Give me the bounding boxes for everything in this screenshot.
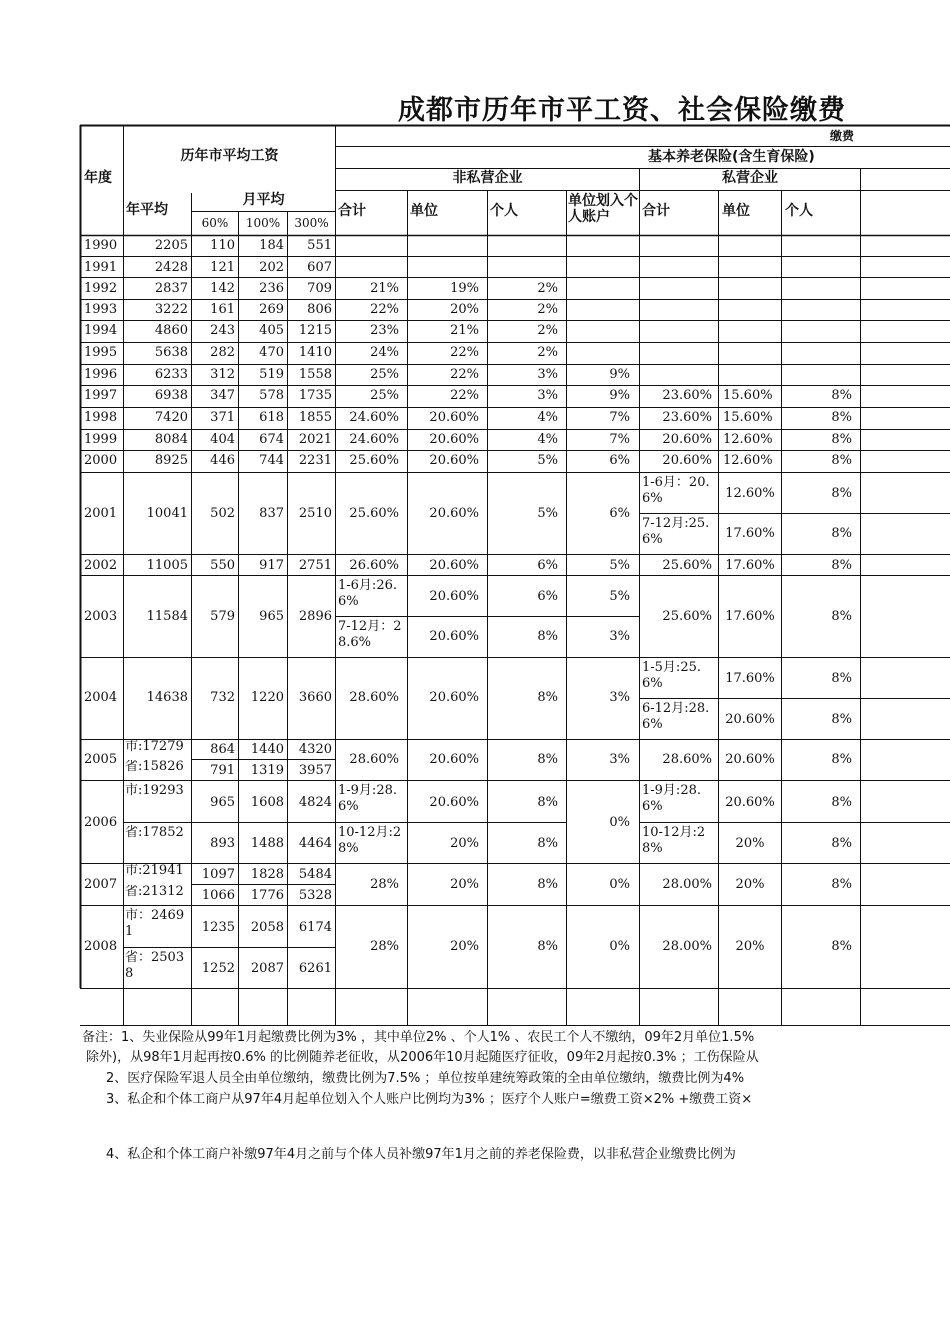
row-2000-year: 2000 [84,453,118,468]
row-1992-personal: 2% [537,281,558,296]
header-pension: 基本养老保险(含生育保险) [648,149,815,165]
row-1990-m100: 184 [259,238,284,253]
row-2007-year: 2007 [84,877,118,892]
row-2002-year: 2002 [84,558,118,573]
row-2006-m300-b: 4464 [298,836,332,851]
row-2003-unit-b: 20.60% [429,629,479,644]
row-1998-p-personal: 8% [831,410,852,425]
row-2004-p-total-b: 6-12月:28.6% [642,701,710,732]
row-1990-m60: 110 [210,238,235,253]
row-2007-m100-a: 1828 [250,867,284,882]
row-2007-p-personal: 8% [831,877,852,892]
row-2003-personal-a: 6% [537,589,558,604]
row-2005-personal: 8% [537,752,558,767]
row-1998-annual: 7420 [154,410,188,425]
row-2000-m100: 744 [259,453,284,468]
row-2003-acct-b: 3% [609,629,630,644]
row-2006-p-unit-a: 20.60% [725,795,775,810]
row-2006-year: 2006 [84,815,118,830]
row-1999-p-personal: 8% [831,432,852,447]
row-1997-unit: 22% [450,388,479,403]
header-fee-ratio: 缴费 [830,129,855,143]
row-1991-annual: 2428 [154,260,188,275]
row-2004-p-personal-a: 8% [831,671,852,686]
row-2008-p-unit: 20% [735,939,765,954]
row-1998-total: 24.60% [349,410,399,425]
row-1992-total: 21% [370,281,399,296]
row-2001-p-total-a: 1-6月：20.6% [642,475,710,506]
header-non-private: 非私营企业 [452,170,523,186]
row-2005-p-total: 28.60% [662,752,712,767]
row-1997-acct: 9% [609,388,630,403]
row-1997-year: 1997 [84,388,118,403]
row-2006-annual-city: 市:19293 [125,783,184,798]
header-private: 私营企业 [722,170,778,186]
row-2005-unit: 20.60% [429,752,479,767]
row-1995-m100: 470 [259,345,284,360]
row-2006-m300-a: 4824 [298,795,332,810]
row-2006-p-total-a: 1-9月:28.6% [642,783,701,814]
row-2006-p-personal-a: 8% [831,795,852,810]
row-2008-personal: 8% [537,939,558,954]
row-2005-m100-b: 1319 [250,763,284,778]
row-2003-annual: 11584 [146,609,188,624]
row-2006-annual-province: 省:17852 [125,825,184,840]
row-2001-m60: 502 [210,506,235,521]
row-1991-m100: 202 [259,260,284,275]
row-2007-m60-a: 1097 [201,867,235,882]
row-1993-m300: 806 [307,302,332,317]
row-1995-total: 24% [370,345,399,360]
row-2006-p-personal-b: 8% [831,836,852,851]
row-1999-p-unit: 12.60% [723,432,773,447]
row-1992-m300: 709 [307,281,332,296]
row-2005-total: 28.60% [349,752,399,767]
row-1996-m60: 312 [210,367,235,382]
page-title: 成都市历年市平工资、社会保险缴费 [398,95,846,126]
row-1993-year: 1993 [84,302,118,317]
row-2003-m100: 965 [259,609,284,624]
row-1999-total: 24.60% [349,432,399,447]
row-2005-p-unit: 20.60% [725,752,775,767]
row-1994-m100: 405 [259,323,284,338]
row-2000-personal: 5% [537,453,558,468]
row-2005-m300-a: 4320 [298,742,332,757]
row-1991-m60: 121 [210,260,235,275]
row-2006-acct: 0% [609,815,630,830]
row-2007-total: 28% [370,877,399,892]
row-2003-total-a: 1-6月:26.6% [338,578,397,609]
row-1994-year: 1994 [84,323,118,338]
row-2006-total-b: 10-12月:28% [338,825,402,856]
row-2000-p-unit: 12.60% [723,453,773,468]
header-p-unit: 单位 [722,203,750,219]
row-1999-p-total: 20.60% [662,432,712,447]
row-2008-m100-b: 2087 [250,961,284,976]
row-2002-total: 26.60% [349,558,399,573]
header-pct100: 100% [245,216,281,230]
row-2005-annual-province: 省:15826 [125,760,184,774]
note-line-3: 2、医疗保险军退人员全由单位缴纳，缴费比例为7.5% ；单位按单建统筹政策的全由单位缴纳，缴费比例为4% [106,1071,745,1086]
row-2002-m100: 917 [259,558,284,573]
row-2001-p-unit-a: 12.60% [725,486,775,501]
row-2007-p-unit: 20% [735,877,765,892]
header-personal: 个人 [490,203,518,219]
row-2008-acct: 0% [609,939,630,954]
row-2003-m300: 2896 [298,609,332,624]
row-1997-p-unit: 15.60% [723,388,773,403]
row-2002-acct: 5% [609,558,630,573]
row-1996-annual: 6233 [154,367,188,382]
row-2001-m100: 837 [259,506,284,521]
row-2006-total-a: 1-9月:28.6% [338,783,397,814]
row-2001-p-total-b: 7-12月:25.6% [642,516,710,547]
row-2008-m60-a: 1235 [201,920,235,935]
row-2006-m60-a: 965 [210,795,235,810]
note-line-2: 除外)，从98年1月起再按0.6% 的比例随养老征收，从2006年10月起随医疗征收，09年2月起按0.3% ；工伤保险从 [86,1050,759,1065]
row-1998-year: 1998 [84,410,118,425]
row-2004-total: 28.60% [349,690,399,705]
row-1995-unit: 22% [450,345,479,360]
row-1993-m60: 161 [210,302,235,317]
row-2003-m60: 579 [210,609,235,624]
row-1994-total: 23% [370,323,399,338]
row-1993-m100: 269 [259,302,284,317]
row-1994-m300: 1215 [298,323,332,338]
row-2004-acct: 3% [609,690,630,705]
row-1999-unit: 20.60% [429,432,479,447]
row-1998-m300: 1855 [298,410,332,425]
row-2002-unit: 20.60% [429,558,479,573]
row-1997-m300: 1735 [298,388,332,403]
row-2000-total: 25.60% [349,453,399,468]
row-2008-m100-a: 2058 [250,920,284,935]
row-2005-m60-b: 791 [210,763,235,778]
row-1998-acct: 7% [609,410,630,425]
row-2008-p-personal: 8% [831,939,852,954]
row-1998-m100: 618 [259,410,284,425]
row-2004-p-personal-b: 8% [831,712,852,727]
header-pct60: 60% [201,216,229,230]
row-1999-m100: 674 [259,432,284,447]
row-1998-unit: 20.60% [429,410,479,425]
row-1992-unit: 19% [450,281,479,296]
row-2003-p-unit: 17.60% [725,609,775,624]
row-1992-m100: 236 [259,281,284,296]
row-1990-annual: 2205 [154,238,188,253]
row-1999-annual: 8084 [154,432,188,447]
row-2000-acct: 6% [609,453,630,468]
row-2001-annual: 10041 [146,506,188,521]
row-1998-personal: 4% [537,410,558,425]
row-1997-p-personal: 8% [831,388,852,403]
row-2007-p-total: 28.00% [662,877,712,892]
row-2002-p-unit: 17.60% [725,558,775,573]
row-1996-year: 1996 [84,367,118,382]
row-2004-p-unit-a: 17.60% [725,671,775,686]
row-1998-m60: 371 [210,410,235,425]
row-2006-personal-a: 8% [537,795,558,810]
row-2001-m300: 2510 [298,506,332,521]
row-2006-p-total-b: 10-12月:28% [642,825,706,856]
row-2002-p-total: 25.60% [662,558,712,573]
row-2000-p-personal: 8% [831,453,852,468]
row-2005-p-personal: 8% [831,752,852,767]
row-1994-unit: 21% [450,323,479,338]
header-total: 合计 [338,203,366,219]
row-2003-total-b: 7-12月：28.6% [338,619,402,650]
note-line-1: 备注：1、失业保险从99年1月起缴费比例为3% ，其中单位2% 、个人1% 、农民工个人不缴纳，09年2月单位1.5% [82,1030,755,1045]
row-1998-p-total: 23.60% [662,410,712,425]
row-2000-m60: 446 [210,453,235,468]
header-avg-wage: 历年市平均工资 [180,148,279,164]
row-1993-total: 22% [370,302,399,317]
row-1991-year: 1991 [84,260,118,275]
row-1993-annual: 3222 [154,302,188,317]
row-2005-year: 2005 [84,752,118,767]
header-monthly-avg: 月平均 [242,192,285,208]
row-2003-p-total: 25.60% [662,609,712,624]
row-2003-year: 2003 [84,609,118,624]
row-1997-annual: 6938 [154,388,188,403]
row-1996-unit: 22% [450,367,479,382]
row-2003-p-personal: 8% [831,609,852,624]
header-p-personal: 个人 [785,203,813,219]
row-2006-unit-a: 20.60% [429,795,479,810]
row-2002-p-personal: 8% [831,558,852,573]
row-1995-annual: 5638 [154,345,188,360]
row-2004-personal: 8% [537,690,558,705]
row-2002-m300: 2751 [298,558,332,573]
row-2004-m300: 3660 [298,690,332,705]
row-1997-personal: 3% [537,388,558,403]
row-2006-unit-b: 20% [450,836,479,851]
row-2001-unit: 20.60% [429,506,479,521]
row-2007-m300-b: 5328 [298,888,332,903]
row-2007-m60-b: 1066 [201,888,235,903]
header-unit: 单位 [410,203,438,219]
row-1998-p-unit: 15.60% [723,410,773,425]
row-1990-year: 1990 [84,238,118,253]
row-1990-m300: 551 [307,238,332,253]
row-2006-m60-b: 893 [210,836,235,851]
header-p-total: 合计 [642,203,670,219]
row-2001-acct: 6% [609,506,630,521]
row-2003-unit-a: 20.60% [429,589,479,604]
row-2004-m100: 1220 [250,690,284,705]
row-1992-year: 1992 [84,281,118,296]
row-1995-year: 1995 [84,345,118,360]
row-2002-annual: 11005 [146,558,188,573]
row-2001-personal: 5% [537,506,558,521]
row-1999-acct: 7% [609,432,630,447]
row-2003-personal-b: 8% [537,629,558,644]
row-2007-personal: 8% [537,877,558,892]
row-1999-year: 1999 [84,432,118,447]
row-1992-m60: 142 [210,281,235,296]
row-2006-p-unit-b: 20% [735,836,765,851]
row-2008-p-total: 28.00% [662,939,712,954]
row-1995-m300: 1410 [298,345,332,360]
row-1993-unit: 20% [450,302,479,317]
header-unit-to-account: 单位划入个人账户 [568,193,638,225]
row-2005-m300-b: 3957 [298,763,332,778]
row-2000-annual: 8925 [154,453,188,468]
row-2004-annual: 14638 [146,690,188,705]
row-2004-year: 2004 [84,690,118,705]
row-2008-m300-b: 6261 [298,961,332,976]
row-2004-m60: 732 [210,690,235,705]
row-1997-p-total: 23.60% [662,388,712,403]
row-1999-personal: 4% [537,432,558,447]
row-1992-annual: 2837 [154,281,188,296]
row-2005-m60-a: 864 [210,742,235,757]
row-2007-unit: 20% [450,877,479,892]
row-2008-total: 28% [370,939,399,954]
row-2007-acct: 0% [609,877,630,892]
row-2001-p-personal-a: 8% [831,486,852,501]
note-line-5: 4、私企和个体工商户补缴97年4月之前与个体人员补缴97年1月之前的养老保险费，以非私营企业缴费比例为 [106,1147,736,1162]
row-1999-m300: 2021 [298,432,332,447]
row-2005-m100-a: 1440 [250,742,284,757]
row-2002-m60: 550 [210,558,235,573]
row-2005-annual-city: 市:17279 [125,740,184,754]
row-2003-acct-a: 5% [609,589,630,604]
row-1994-personal: 2% [537,323,558,338]
row-1996-m100: 519 [259,367,284,382]
row-2001-p-personal-b: 8% [831,526,852,541]
header-year: 年度 [84,170,112,186]
row-2008-annual-province: 省：25038 [125,950,185,981]
row-1991-m300: 607 [307,260,332,275]
row-2006-personal-b: 8% [537,836,558,851]
row-2000-m300: 2231 [298,453,332,468]
row-2001-p-unit-b: 17.60% [725,526,775,541]
row-2007-m300-a: 5484 [298,867,332,882]
row-2008-unit: 20% [450,939,479,954]
row-1996-personal: 3% [537,367,558,382]
row-2001-year: 2001 [84,506,118,521]
row-2002-personal: 6% [537,558,558,573]
row-2000-p-total: 20.60% [662,453,712,468]
row-2005-acct: 3% [609,752,630,767]
row-1996-total: 25% [370,367,399,382]
row-2008-annual-city: 市：24691 [125,908,185,939]
row-2000-unit: 20.60% [429,453,479,468]
row-2008-m300-a: 6174 [298,920,332,935]
row-1994-m60: 243 [210,323,235,338]
row-1996-acct: 9% [609,367,630,382]
row-1995-m60: 282 [210,345,235,360]
row-2006-m100-b: 1488 [250,836,284,851]
row-1994-annual: 4860 [154,323,188,338]
row-2008-m60-b: 1252 [201,961,235,976]
header-annual-avg: 年平均 [126,202,168,218]
row-1997-total: 25% [370,388,399,403]
row-1995-personal: 2% [537,345,558,360]
row-2007-m100-b: 1776 [250,888,284,903]
note-line-4: 3、私企和个体工商户从97年4月起单位划入个人账户比例均为3% ；医疗个人账户=缴费工资×2% +缴费工资× [106,1092,753,1107]
row-2008-year: 2008 [84,939,118,954]
row-1997-m100: 578 [259,388,284,403]
row-1997-m60: 347 [210,388,235,403]
row-2004-p-total-a: 1-5月:25.6% [642,660,701,691]
row-1993-personal: 2% [537,302,558,317]
row-1999-m60: 404 [210,432,235,447]
row-2004-unit: 20.60% [429,690,479,705]
row-2006-m100-a: 1608 [250,795,284,810]
row-2007-annual-province: 省:21312 [125,885,184,899]
row-2004-p-unit-b: 20.60% [725,712,775,727]
header-pct300: 300% [294,216,329,230]
row-1996-m300: 1558 [298,367,332,382]
row-2007-annual-city: 市:21941 [125,864,184,878]
row-2001-total: 25.60% [349,506,399,521]
